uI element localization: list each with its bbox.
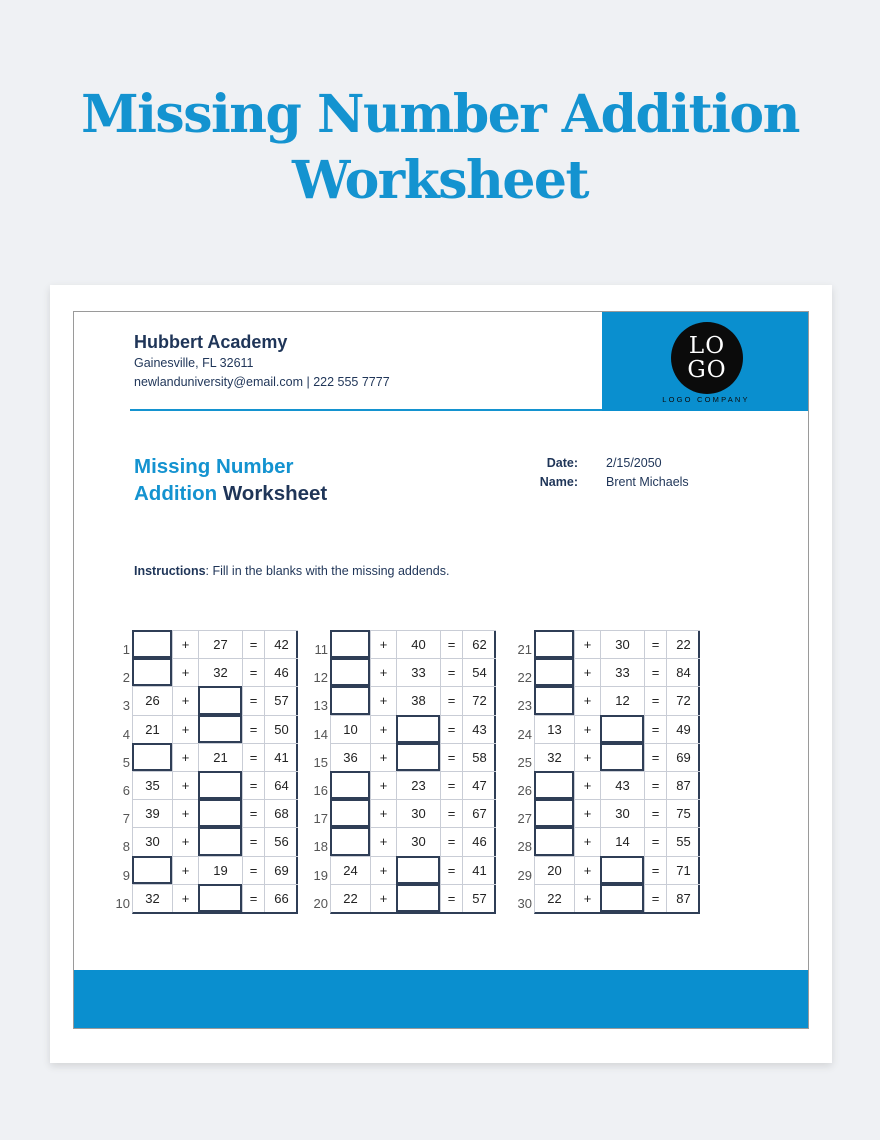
plus-sign: +	[574, 743, 600, 771]
equals-sign: =	[440, 827, 462, 855]
problem-row	[106, 743, 336, 771]
addend-value: 14	[600, 827, 644, 855]
equals-sign: =	[440, 715, 462, 743]
school-city: Gainesville, FL 32611	[134, 356, 254, 370]
answer-blank[interactable]	[534, 630, 574, 658]
sum-value: 57	[264, 686, 298, 714]
logo-text-bottom: GO	[687, 357, 727, 383]
answer-blank[interactable]	[132, 743, 172, 771]
sum-value: 87	[666, 884, 700, 912]
problem-row	[304, 799, 534, 827]
plus-sign: +	[172, 884, 198, 912]
banner-title-line1: Missing Number Addition	[81, 84, 799, 145]
plus-sign: +	[172, 686, 198, 714]
header-divider	[130, 409, 610, 411]
equals-sign: =	[242, 743, 264, 771]
problem-number: 10	[115, 895, 130, 911]
school-name: Hubbert Academy	[134, 332, 288, 352]
problem-number: 1	[122, 642, 130, 658]
plus-sign: +	[574, 799, 600, 827]
school-contact: newlanduniversity@email.com | 222 555 7777	[134, 375, 390, 389]
equals-sign: =	[644, 884, 666, 912]
sum-value: 42	[264, 630, 298, 658]
equals-sign: =	[242, 686, 264, 714]
plus-sign: +	[172, 827, 198, 855]
addend-value: 12	[600, 686, 644, 714]
logo-text-top: LO	[688, 333, 726, 359]
sum-value: 69	[264, 856, 298, 884]
plus-sign: +	[370, 743, 396, 771]
answer-blank[interactable]	[330, 658, 370, 686]
problem-row	[106, 771, 336, 799]
answer-blank[interactable]	[330, 827, 370, 855]
plus-sign: +	[172, 771, 198, 799]
problem-number: 11	[314, 642, 328, 658]
problem-number: 14	[313, 726, 328, 742]
sum-value: 47	[462, 771, 496, 799]
problem-row	[106, 884, 336, 912]
equals-sign: =	[440, 771, 462, 799]
name-label: Name:	[539, 475, 578, 489]
answer-blank[interactable]	[198, 715, 242, 743]
equals-sign: =	[242, 771, 264, 799]
equals-sign: =	[644, 658, 666, 686]
problem-row	[508, 856, 738, 884]
equals-sign: =	[644, 686, 666, 714]
plus-sign: +	[574, 856, 600, 884]
sum-value: 64	[264, 771, 298, 799]
addend-value: 30	[396, 799, 440, 827]
answer-blank[interactable]	[534, 658, 574, 686]
problem-row	[508, 827, 738, 855]
problem-number: 6	[122, 783, 130, 799]
problem-number: 9	[122, 867, 130, 883]
plus-sign: +	[370, 630, 396, 658]
banner-title	[0, 82, 880, 214]
answer-blank[interactable]	[330, 799, 370, 827]
answer-blank[interactable]	[600, 715, 644, 743]
sum-value: 87	[666, 771, 700, 799]
plus-sign: +	[370, 884, 396, 912]
problem-number: 18	[313, 839, 328, 855]
addend-value: 21	[132, 715, 172, 743]
plus-sign: +	[172, 715, 198, 743]
sum-value: 66	[264, 884, 298, 912]
plus-sign: +	[172, 630, 198, 658]
sum-value: 49	[666, 715, 700, 743]
equals-sign: =	[242, 856, 264, 884]
answer-blank[interactable]	[198, 799, 242, 827]
answer-blank[interactable]	[600, 884, 644, 912]
problem-row	[106, 799, 336, 827]
sum-value: 41	[462, 856, 496, 884]
answer-blank[interactable]	[198, 827, 242, 855]
sum-value: 46	[462, 827, 496, 855]
problem-number: 5	[122, 754, 130, 770]
plus-sign: +	[172, 658, 198, 686]
plus-sign: +	[574, 630, 600, 658]
problem-row	[106, 658, 336, 686]
addend-value: 40	[396, 630, 440, 658]
sum-value: 75	[666, 799, 700, 827]
answer-blank[interactable]	[396, 715, 440, 743]
plus-sign: +	[172, 743, 198, 771]
plus-sign: +	[370, 658, 396, 686]
problem-number: 13	[313, 698, 328, 714]
problem-row	[508, 715, 738, 743]
plus-sign: +	[574, 771, 600, 799]
logo-company-text: LOGO COMPANY	[662, 395, 750, 404]
problem-number: 19	[313, 867, 328, 883]
answer-blank[interactable]	[198, 771, 242, 799]
problem-number: 4	[122, 726, 130, 742]
name-value: Brent Michaels	[606, 475, 689, 489]
addend-value: 32	[534, 743, 574, 771]
addend-value: 39	[132, 799, 172, 827]
sum-value: 72	[462, 686, 496, 714]
instructions-text: : Fill in the blanks with the missing addends.	[205, 564, 450, 578]
equals-sign: =	[242, 827, 264, 855]
problem-number: 23	[517, 698, 532, 714]
problem-row	[508, 884, 738, 912]
problem-number: 15	[313, 754, 328, 770]
sum-value: 50	[264, 715, 298, 743]
problem-row	[304, 827, 534, 855]
sum-value: 57	[462, 884, 496, 912]
addend-value: 19	[198, 856, 242, 884]
logo-icon	[671, 322, 743, 394]
answer-blank[interactable]	[330, 771, 370, 799]
sum-value: 68	[264, 799, 298, 827]
plus-sign: +	[574, 884, 600, 912]
answer-blank[interactable]	[534, 827, 574, 855]
equals-sign: =	[644, 743, 666, 771]
problem-number: 3	[122, 698, 130, 714]
sum-value: 72	[666, 686, 700, 714]
plus-sign: +	[370, 771, 396, 799]
equals-sign: =	[440, 630, 462, 658]
plus-sign: +	[172, 799, 198, 827]
answer-blank[interactable]	[132, 658, 172, 686]
problem-number: 12	[313, 670, 328, 686]
addend-value: 24	[330, 856, 370, 884]
instructions-label: Instructions	[134, 564, 206, 578]
plus-sign: +	[370, 799, 396, 827]
equals-sign: =	[242, 715, 264, 743]
answer-blank[interactable]	[330, 686, 370, 714]
worksheet-frame	[73, 311, 809, 1029]
problem-row	[304, 856, 534, 884]
addend-value: 43	[600, 771, 644, 799]
plus-sign: +	[370, 827, 396, 855]
addend-value: 21	[198, 743, 242, 771]
problem-number: 16	[313, 783, 328, 799]
equals-sign: =	[644, 856, 666, 884]
equals-sign: =	[242, 630, 264, 658]
problem-number: 24	[517, 726, 532, 742]
plus-sign: +	[370, 715, 396, 743]
answer-blank[interactable]	[198, 884, 242, 912]
addend-value: 20	[534, 856, 574, 884]
problem-row	[304, 743, 534, 771]
problem-row	[304, 658, 534, 686]
plus-sign: +	[574, 827, 600, 855]
sum-value: 55	[666, 827, 700, 855]
addend-value: 27	[198, 630, 242, 658]
addend-value: 22	[330, 884, 370, 912]
problem-row	[508, 630, 738, 658]
problem-row	[106, 827, 336, 855]
problem-row	[304, 686, 534, 714]
plus-sign: +	[574, 715, 600, 743]
plus-sign: +	[370, 856, 396, 884]
sum-value: 56	[264, 827, 298, 855]
answer-blank[interactable]	[534, 799, 574, 827]
problem-row	[508, 799, 738, 827]
sum-value: 58	[462, 743, 496, 771]
addend-value: 10	[330, 715, 370, 743]
problem-number: 21	[517, 642, 532, 658]
problem-number: 28	[517, 839, 532, 855]
problem-number: 26	[517, 783, 532, 799]
addend-value: 33	[396, 658, 440, 686]
footer-bar	[74, 970, 809, 1028]
sum-value: 69	[666, 743, 700, 771]
problem-row	[304, 630, 534, 658]
addend-value: 32	[198, 658, 242, 686]
equals-sign: =	[440, 743, 462, 771]
problem-number: 8	[122, 839, 130, 855]
problem-number: 27	[517, 811, 532, 827]
date-label: Date:	[546, 456, 578, 470]
addend-value: 30	[396, 827, 440, 855]
instructions	[134, 564, 449, 578]
sum-value: 46	[264, 658, 298, 686]
answer-blank[interactable]	[534, 771, 574, 799]
logo-panel	[602, 312, 809, 411]
plus-sign: +	[172, 856, 198, 884]
problem-number: 29	[517, 867, 532, 883]
equals-sign: =	[440, 686, 462, 714]
worksheet-title-blue: Addition	[134, 482, 218, 505]
answer-blank[interactable]	[396, 884, 440, 912]
worksheet-title-line2	[134, 480, 327, 507]
problem-row	[508, 743, 738, 771]
banner-title-line2: Worksheet	[291, 150, 589, 211]
equals-sign: =	[644, 715, 666, 743]
problem-row	[508, 771, 738, 799]
answer-blank[interactable]	[600, 743, 644, 771]
answer-blank[interactable]	[330, 630, 370, 658]
addend-value: 23	[396, 771, 440, 799]
equals-sign: =	[242, 658, 264, 686]
equals-sign: =	[242, 799, 264, 827]
answer-blank[interactable]	[534, 686, 574, 714]
problem-row	[304, 715, 534, 743]
problem-number: 20	[313, 895, 328, 911]
addend-value: 32	[132, 884, 172, 912]
date-value: 2/15/2050	[606, 456, 662, 470]
worksheet-title-line1: Missing Number	[134, 455, 294, 478]
equals-sign: =	[440, 856, 462, 884]
problem-row	[106, 856, 336, 884]
problem-row	[304, 771, 534, 799]
problem-number: 30	[517, 895, 532, 911]
addend-value: 33	[600, 658, 644, 686]
plus-sign: +	[370, 686, 396, 714]
problem-row	[508, 686, 738, 714]
equals-sign: =	[644, 630, 666, 658]
equals-sign: =	[440, 658, 462, 686]
equals-sign: =	[242, 884, 264, 912]
addend-value: 26	[132, 686, 172, 714]
problem-row	[106, 715, 336, 743]
sum-value: 22	[666, 630, 700, 658]
plus-sign: +	[574, 686, 600, 714]
answer-blank[interactable]	[132, 630, 172, 658]
answer-blank[interactable]	[132, 856, 172, 884]
sum-value: 71	[666, 856, 700, 884]
plus-sign: +	[574, 658, 600, 686]
addend-value: 36	[330, 743, 370, 771]
sum-value: 67	[462, 799, 496, 827]
sum-value: 41	[264, 743, 298, 771]
problem-row	[106, 630, 336, 658]
equals-sign: =	[644, 827, 666, 855]
problem-row	[106, 686, 336, 714]
problem-number: 2	[122, 670, 130, 686]
addend-value: 35	[132, 771, 172, 799]
problem-number: 25	[517, 754, 532, 770]
addend-value: 30	[600, 630, 644, 658]
equals-sign: =	[644, 771, 666, 799]
addend-value: 30	[600, 799, 644, 827]
worksheet-title-dark: Worksheet	[222, 482, 328, 505]
answer-blank[interactable]	[198, 686, 242, 714]
worksheet-title	[134, 453, 327, 507]
problem-number: 22	[517, 670, 532, 686]
problem-number: 17	[313, 811, 328, 827]
answer-blank[interactable]	[600, 856, 644, 884]
addend-value: 13	[534, 715, 574, 743]
sum-value: 84	[666, 658, 700, 686]
equals-sign: =	[440, 799, 462, 827]
addend-value: 22	[534, 884, 574, 912]
problem-row	[304, 884, 534, 912]
sum-value: 54	[462, 658, 496, 686]
sum-value: 62	[462, 630, 496, 658]
problem-row	[508, 658, 738, 686]
addend-value: 30	[132, 827, 172, 855]
worksheet-page	[50, 285, 832, 1063]
answer-blank[interactable]	[396, 856, 440, 884]
equals-sign: =	[644, 799, 666, 827]
answer-blank[interactable]	[396, 743, 440, 771]
addend-value: 38	[396, 686, 440, 714]
sum-value: 43	[462, 715, 496, 743]
equals-sign: =	[440, 884, 462, 912]
problem-number: 7	[122, 811, 130, 827]
